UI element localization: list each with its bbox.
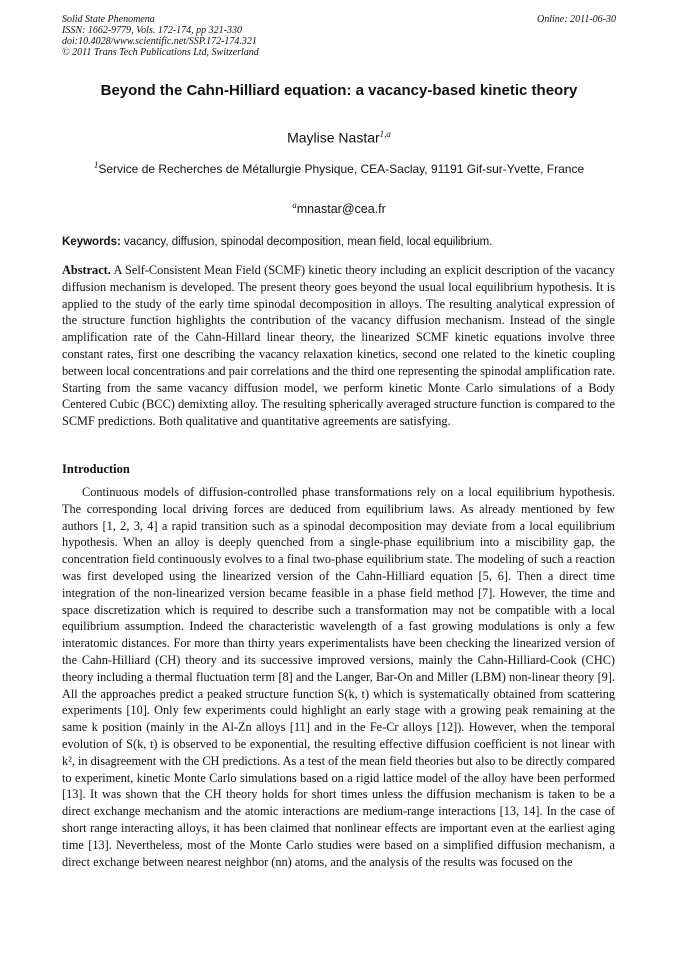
doi-line: doi:10.4028/www.scientific.net/SSP.172-174.321 — [62, 36, 257, 47]
affiliation — [40, 158, 638, 177]
affiliation-superscript: 1 — [93, 160, 99, 170]
issn-line: ISSN: 1662-9779, Vols. 172-174, pp 321-330 — [62, 25, 242, 36]
email-address: mnastar@cea.fr — [296, 202, 386, 217]
author-email — [40, 198, 638, 217]
abstract-text: A Self-Consistent Mean Field (SCMF) kinetic theory including an explicit description of the vacancy diffusion mechanism is developed. The present theory goes beyond the usual local equilibrium hypothesis. It is applied to the study of the early time spinodal decomposition in alloys. The resulting analytical expression of the structure function highlights the contribution of the vacancy diffusion mechanism. Instead of the single amplification rate of the Cahn-Hillard linear theory, the linearized SCMF kinetic equations involve three constant rates, first one describing the vacancy relaxation kinetics, second one related to the kinetic coupling between local concentrations and pair correlations and the third one representing the spinodal amplification rate. Starting from the same vacancy diffusion model, we perform kinetic Monte Carlo simulations of a Body Centered Cubic (BCC) demixting alloy. The resulting spherically averaged structure function is compared to the SCMF predictions. Both qualitative and quantitative agreements are satisfying. — [62, 263, 615, 429]
keywords-text: vacancy, diffusion, spinodal decomposition, mean field, local equilibrium. — [124, 236, 493, 248]
abstract — [62, 262, 615, 430]
keywords-label: Keywords: — [62, 236, 121, 248]
copyright-line: © 2011 Trans Tech Publications Ltd, Switzerland — [62, 47, 259, 58]
author-name: Maylise Nastar — [287, 129, 380, 146]
journal-name: Solid State Phenomena — [62, 14, 155, 25]
introduction-paragraph: Continuous models of diffusion-controlled phase transformations rely on a local equilibrium hypothesis. The corresponding local driving forces are deduced from equilibrium laws. As already mentioned by few authors [1, 2, 3, 4] a rapid transition such as a spinodal decomposition may deviate from a local equilibrium hypothesis. When an alloy is deeply quenched from a single-phase equilibrium into a miscibility gap, the concentration field continuously evolves to a final two-phase equilibrium state. The modeling of such a reaction was first developed using the linearized version of the Cahn-Hilliard equation [5, 6]. Then a direct time integration of the non-linearized version became feasible in a phase field method [7]. However, the time and space discretization which is required to describe such a transformation may not be compatible with a local equilibrium assumption. Indeed the characteristic wavelength of a fast growing modulations is only a few interatomic distances. For more than thirty years experimentalists have been checking the linearized version of the Cahn-Hilliard (CH) theory and its successive improved versions, mainly the Cahn-Hilliard-Cook (CHC) theory including a thermal fluctuation term [8] and the Langer, Bar-On and Miller (LBM) non-linear theory [9]. All the approaches predict a peaked structure function S(k, t) which is systematically obtained from scattering experiments [10]. Only few experiments could highlight an early stage with a growing peak remaining at the same k position (mainly in the Al-Zn alloys [11] and in the Fe-Cr alloys [12]). However, when the temporal evolution of S(k, t) is observed to be exponential, the resulting effective diffusion coefficient is not linear with k², in disagreement with the CH predictions. As a test of the mean field theories but also to be directly compared to experiment, kinetic Monte Carlo simulations based on a rigid lattice model of the alloy have been performed [13]. It was shown that the CH theory holds for short times unless the diffusion mechanism is taken to be a direct exchange mechanism and the atomic interactions are medium-range interactions [13, 14]. In the case of short range interacting alloys, it has been claimed that nonlinear effects are important even at the earliest aging time [13]. Nevertheless, most of the Monte Carlo studies were based on a simplified diffusion mechanism, a direct exchange between nearest neighbor (nn) atoms, and the analysis of the results was focused on the — [62, 485, 615, 869]
paper-title: Beyond the Cahn-Hilliard equation: a vacancy-based kinetic theory — [100, 82, 578, 99]
author-line — [40, 126, 638, 147]
abstract-label: Abstract. — [62, 263, 111, 277]
introduction-heading: Introduction — [62, 462, 130, 476]
journal-header — [62, 14, 382, 58]
keywords — [62, 235, 618, 249]
email-superscript: a — [292, 200, 297, 210]
author-superscript: 1,a — [379, 129, 391, 139]
affiliation-text: Service de Recherches de Métallurgie Physique, CEA-Saclay, 91191 Gif-sur-Yvette, France — [98, 162, 585, 176]
online-date: Online: 2011-06-30 — [537, 14, 616, 25]
